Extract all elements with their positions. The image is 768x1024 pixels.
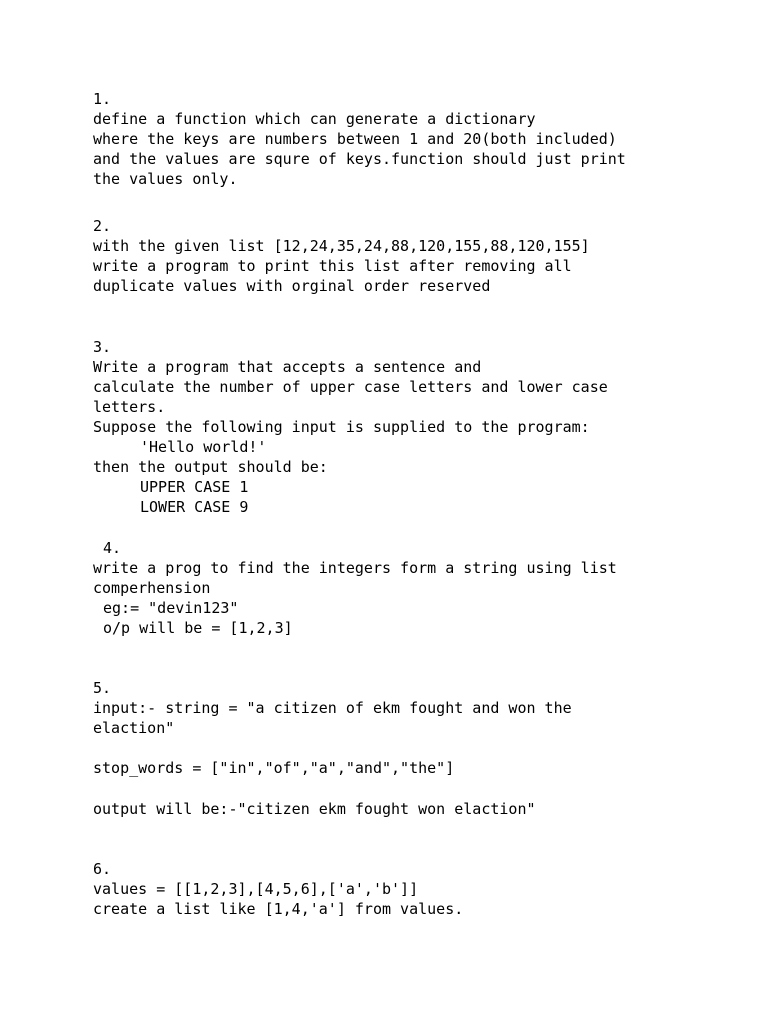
- q2-line-3: duplicate values with orginal order reserved: [93, 277, 491, 295]
- q4-line-1: write a prog to find the integers form a string using list: [93, 559, 617, 577]
- q3-line-3: letters.: [93, 398, 166, 416]
- q3-number: 3.: [93, 338, 112, 356]
- q5-line-4: output will be:-"citizen ekm fought won elaction": [93, 800, 536, 818]
- q3-line-2: calculate the number of upper case letters and lower case: [93, 378, 608, 396]
- q1-line-3: and the values are squre of keys.function should just print: [93, 150, 626, 168]
- q4-line-2: comperhension: [93, 579, 211, 597]
- q3-line-6: then the output should be:: [93, 458, 328, 476]
- q1-line-4: the values only.: [93, 170, 238, 188]
- q5-line-2: elaction": [93, 719, 175, 737]
- q2-line-1: with the given list [12,24,35,24,88,120,155,88,120,155]: [93, 237, 590, 255]
- q1-number: 1.: [93, 90, 112, 108]
- q5-number: 5.: [93, 679, 112, 697]
- q3-line-5: 'Hello world!': [140, 438, 267, 456]
- q6-number: 6.: [93, 860, 112, 878]
- q6-line-1: values = [[1,2,3],[4,5,6],['a','b']]: [93, 880, 419, 898]
- q2-line-2: write a program to print this list after removing all: [93, 257, 572, 275]
- q2-number: 2.: [93, 217, 112, 235]
- q3-line-7: UPPER CASE 1: [140, 478, 249, 496]
- q1-line-2: where the keys are numbers between 1 and 20(both included): [93, 130, 617, 148]
- q3-line-4: Suppose the following input is supplied to the program:: [93, 418, 590, 436]
- q5-line-1: input:- string = "a citizen of ekm fought and won the: [93, 699, 572, 717]
- q4-line-3: eg:= "devin123": [103, 599, 239, 617]
- q1-line-1: define a function which can generate a dictionary: [93, 110, 536, 128]
- q6-line-2: create a list like [1,4,'a'] from values.: [93, 900, 464, 918]
- q4-line-4: o/p will be = [1,2,3]: [103, 619, 293, 637]
- q5-line-3: stop_words = ["in","of","a","and","the"]: [93, 759, 455, 777]
- q3-line-8: LOWER CASE 9: [140, 498, 249, 516]
- q4-number: 4.: [103, 539, 122, 557]
- q3-line-1: Write a program that accepts a sentence and: [93, 358, 482, 376]
